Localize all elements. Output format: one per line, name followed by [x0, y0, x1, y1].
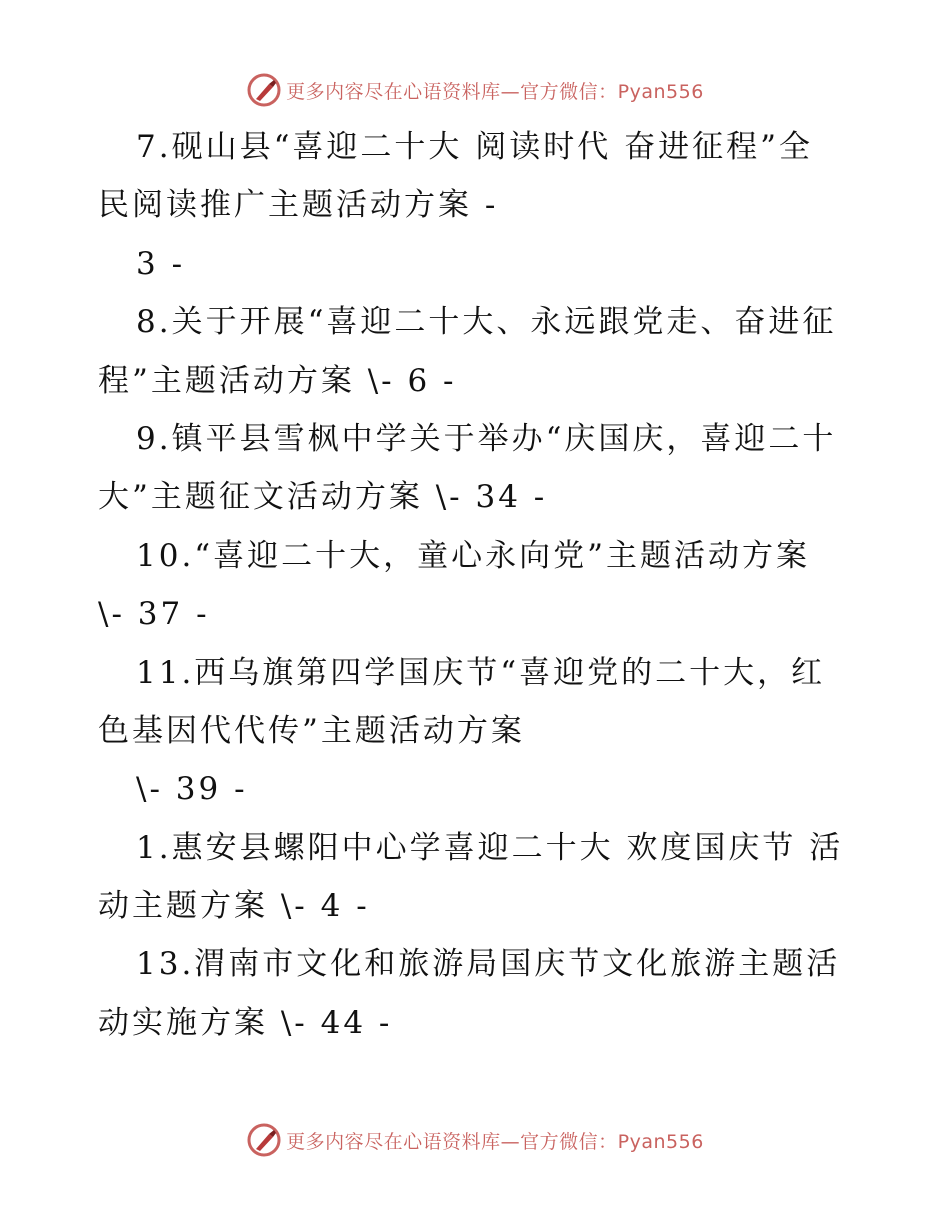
- toc-line: 大”主题征文活动方案 \- 34 -: [98, 479, 548, 516]
- toc-line: 民阅读推广主题活动方案 -: [98, 187, 499, 224]
- toc-line: 3 -: [136, 245, 186, 282]
- toc-line: 7.砚山县“喜迎二十大 阅读时代 奋进征程”全: [136, 129, 813, 165]
- toc-line: 1.惠安县螺阳中心学喜迎二十大 欢度国庆节 活: [136, 829, 844, 866]
- toc-line: 11.西乌旗第四学国庆节“喜迎党的二十大，红: [136, 654, 826, 691]
- toc-line: 程”主题活动方案 \- 6 -: [98, 362, 457, 399]
- toc-line: \- 37 -: [98, 596, 210, 633]
- footer-watermark: [0, 1122, 950, 1158]
- toc-list: [98, 118, 858, 1052]
- pen-logo-icon: [246, 72, 282, 108]
- pen-logo-icon: [246, 1122, 282, 1158]
- toc-line: 10.“喜迎二十大，童心永向党”主题活动方案: [136, 537, 810, 574]
- header-watermark: [0, 72, 950, 108]
- toc-line: 8.关于开展“喜迎二十大、永远跟党走、奋进征: [136, 304, 837, 341]
- toc-line: 13.渭南市文化和旅游局国庆节文化旅游主题活: [136, 946, 841, 983]
- toc-line: 9.镇平县雪枫中学关于举办“庆国庆，喜迎二十: [136, 420, 837, 457]
- toc-line: 动实施方案 \- 44 -: [98, 1004, 393, 1041]
- toc-line: 动主题方案 \- 4 -: [98, 888, 370, 925]
- toc-line: 色基因代代传”主题活动方案: [98, 712, 525, 749]
- watermark-text: 更多内容尽在心语资料库—官方微信：Pyan556: [286, 1130, 704, 1153]
- watermark-text: 更多内容尽在心语资料库—官方微信：Pyan556: [286, 80, 704, 103]
- toc-line: \- 39 -: [136, 771, 248, 808]
